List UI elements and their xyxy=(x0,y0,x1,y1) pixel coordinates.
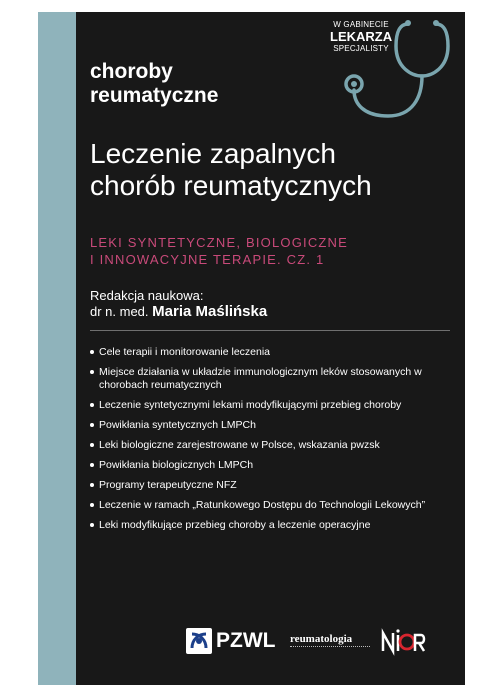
page-margin-top xyxy=(0,0,500,12)
subtitle-line-1: LEKI SYNTETYCZNE, BIOLOGICZNE xyxy=(90,235,349,250)
page-margin-right xyxy=(465,0,500,700)
badge-line-3: SPECJALISTY xyxy=(333,44,389,53)
contents-item: Powikłania biologicznych LMPCh xyxy=(90,459,455,472)
page-margin-left xyxy=(0,0,38,700)
contents-list xyxy=(90,346,455,539)
badge-text xyxy=(330,20,392,54)
book-subtitle xyxy=(90,234,450,268)
series-label xyxy=(90,60,260,108)
reumatologia-logo-underline xyxy=(290,646,370,649)
contents-item: Cele terapii i monitorowanie leczenia xyxy=(90,346,455,359)
editor-credit xyxy=(90,288,450,320)
badge-line-2: LEKARZA xyxy=(330,29,393,44)
nior-logo-icon xyxy=(380,626,426,656)
publisher-logos xyxy=(186,626,434,662)
reumatologia-logo-text: reumatologia xyxy=(290,633,353,645)
title-line-1: Leczenie zapalnych xyxy=(90,138,336,169)
divider xyxy=(90,330,450,331)
contents-item: Leki biologiczne zarejestrowane w Polsce, wskazania pwzsk xyxy=(90,439,455,452)
contents-item: Leczenie syntetycznymi lekami modyfikującymi przebieg choroby xyxy=(90,399,455,412)
editor-degree: dr n. med. xyxy=(90,304,149,319)
title-line-2: chorób reumatycznych xyxy=(90,170,372,201)
contents-item: Miejsce działania w układzie immunologicznym leków stosowanych w chorobach reumatycznych xyxy=(90,366,455,392)
pzwl-logo-icon xyxy=(186,628,212,654)
contents-item: Leki modyfikujące przebieg choroby a leczenie operacyjne xyxy=(90,519,455,532)
contents-item: Leczenie w ramach „Ratunkowego Dostępu do Technologii Lekowych” xyxy=(90,499,455,512)
subtitle-line-2: I INNOWACYJNE TERAPIE. CZ. 1 xyxy=(90,252,325,267)
editor-name: Maria Maślińska xyxy=(152,303,268,320)
badge-line-1: W GABINECIE xyxy=(333,20,389,29)
contents-item: Powikłania syntetycznych LMPCh xyxy=(90,419,455,432)
side-band xyxy=(38,12,76,685)
editor-label: Redakcja naukowa: xyxy=(90,288,204,303)
series-line-1: choroby xyxy=(90,60,173,83)
pzwl-logo-text: PZWL xyxy=(216,629,276,652)
series-line-2: reumatyczne xyxy=(90,84,219,107)
series-badge xyxy=(330,16,450,126)
editor-line xyxy=(90,304,450,320)
contents-item: Programy terapeutyczne NFZ xyxy=(90,479,455,492)
page-margin-bottom xyxy=(0,685,500,700)
book-title xyxy=(90,138,450,202)
